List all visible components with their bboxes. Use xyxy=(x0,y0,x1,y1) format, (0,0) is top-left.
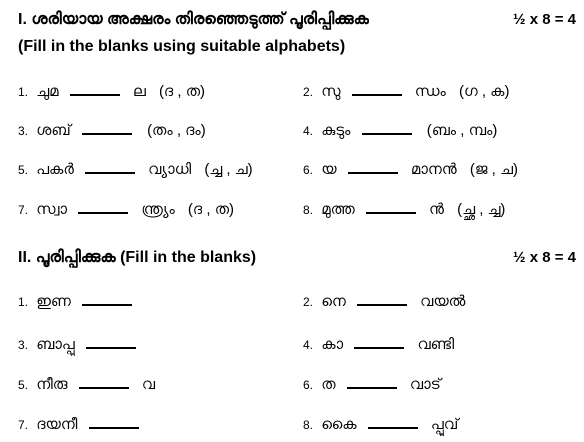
answer-options: (ദ , ത) xyxy=(187,201,234,218)
item-number: 4. xyxy=(303,124,314,138)
item-number: 8. xyxy=(303,418,314,432)
section1-item-6 xyxy=(303,159,579,181)
word-before-blank: പകർ xyxy=(36,161,74,178)
section1-heading: I. ശരിയായ അക്ഷരം തിരഞ്ഞെടുത്ത് പൂരിപ്പിക്കുക xyxy=(18,11,369,28)
section2-item-3 xyxy=(18,334,298,356)
answer-options: (ച്ഛ , ച്ച) xyxy=(457,201,506,218)
answer-blank xyxy=(362,132,412,135)
word-after-blank: മാനൻ xyxy=(410,161,457,178)
word-before-blank: മുത്ത xyxy=(321,201,355,218)
word-before-blank: കൈ xyxy=(321,416,357,433)
answer-blank xyxy=(366,211,416,214)
answer-blank xyxy=(368,426,418,429)
section1-item-8 xyxy=(303,199,579,221)
answer-blank xyxy=(85,171,135,174)
answer-options: (ച്ച , ച) xyxy=(204,161,253,178)
section2-item-1 xyxy=(18,291,298,313)
section1-item-7 xyxy=(18,199,298,221)
word-after-blank: വ്യാധി xyxy=(148,161,192,178)
item-number: 3. xyxy=(18,338,29,352)
answer-options: (ഗ , ക) xyxy=(459,83,510,100)
item-number: 7. xyxy=(18,418,29,432)
word-after-blank: വയൽ xyxy=(420,293,466,310)
word-after-blank: ന്ധം xyxy=(414,83,446,100)
answer-blank xyxy=(357,303,407,306)
section1-marks: ½ x 8 = 4 xyxy=(513,11,576,28)
word-before-blank: ത xyxy=(321,376,336,393)
item-number: 4. xyxy=(303,338,314,352)
section1-item-3 xyxy=(18,120,298,142)
item-number: 3. xyxy=(18,124,29,138)
word-before-blank: ദയനീ xyxy=(36,416,78,433)
item-number: 2. xyxy=(303,295,314,309)
section2-heading: II. പൂരിപ്പിക്കുക (Fill in the blanks) xyxy=(18,249,257,266)
word-before-blank: ബാപ്പു xyxy=(36,336,75,353)
answer-options: (ദ , ത) xyxy=(158,83,206,100)
section2-item-5 xyxy=(18,374,298,396)
word-before-blank: ഇണ xyxy=(36,293,71,310)
word-before-blank: നെ xyxy=(321,293,346,310)
section1-item-2 xyxy=(303,81,579,103)
word-before-blank: കുടും xyxy=(321,122,351,139)
word-before-blank: ശബ് xyxy=(36,122,71,139)
answer-options: (ബം , മ്പം) xyxy=(426,122,498,139)
answer-blank xyxy=(79,386,129,389)
answer-blank xyxy=(82,303,132,306)
section1-item-1 xyxy=(18,81,298,103)
word-before-blank: കാ xyxy=(321,336,344,353)
answer-options: (തം , ദം) xyxy=(147,122,206,139)
section2-item-6 xyxy=(303,374,579,396)
word-before-blank: യ xyxy=(321,161,337,178)
section2-item-4 xyxy=(303,334,579,356)
section2-item-7 xyxy=(18,414,298,436)
word-before-blank: സ്വാ xyxy=(36,201,68,218)
word-before-blank: സു xyxy=(321,83,341,100)
item-number: 1. xyxy=(18,295,29,309)
item-number: 6. xyxy=(303,163,314,177)
answer-blank xyxy=(70,93,120,96)
section2-marks: ½ x 8 = 4 xyxy=(513,249,576,266)
answer-blank xyxy=(347,386,397,389)
item-number: 8. xyxy=(303,203,314,217)
answer-options: (ജ , ച) xyxy=(469,161,518,178)
answer-blank xyxy=(348,171,398,174)
item-number: 5. xyxy=(18,163,29,177)
word-before-blank: ചുമ xyxy=(36,83,59,100)
word-after-blank: പ്പൂവ് xyxy=(430,416,459,433)
answer-blank xyxy=(86,346,136,349)
item-number: 5. xyxy=(18,378,29,392)
word-after-blank: ൻ xyxy=(429,201,444,218)
section2-item-8 xyxy=(303,414,579,436)
answer-blank xyxy=(354,346,404,349)
answer-blank xyxy=(89,426,139,429)
item-number: 7. xyxy=(18,203,29,217)
word-after-blank: ന്ത്ര്യം xyxy=(141,201,175,218)
word-after-blank: ല xyxy=(132,83,146,100)
section2-item-2 xyxy=(303,291,579,313)
word-after-blank: വ xyxy=(141,376,156,393)
answer-blank xyxy=(82,132,132,135)
word-after-blank: വണ്ടി xyxy=(417,336,455,353)
section1-item-5 xyxy=(18,159,298,181)
item-number: 1. xyxy=(18,85,29,99)
section1-subheading: (Fill in the blanks using suitable alphabets) xyxy=(18,38,346,55)
section1-item-4 xyxy=(303,120,579,142)
answer-blank xyxy=(352,93,402,96)
word-before-blank: നീരു xyxy=(36,376,68,393)
answer-blank xyxy=(78,211,128,214)
item-number: 2. xyxy=(303,85,314,99)
word-after-blank: വാട് xyxy=(409,376,441,393)
item-number: 6. xyxy=(303,378,314,392)
